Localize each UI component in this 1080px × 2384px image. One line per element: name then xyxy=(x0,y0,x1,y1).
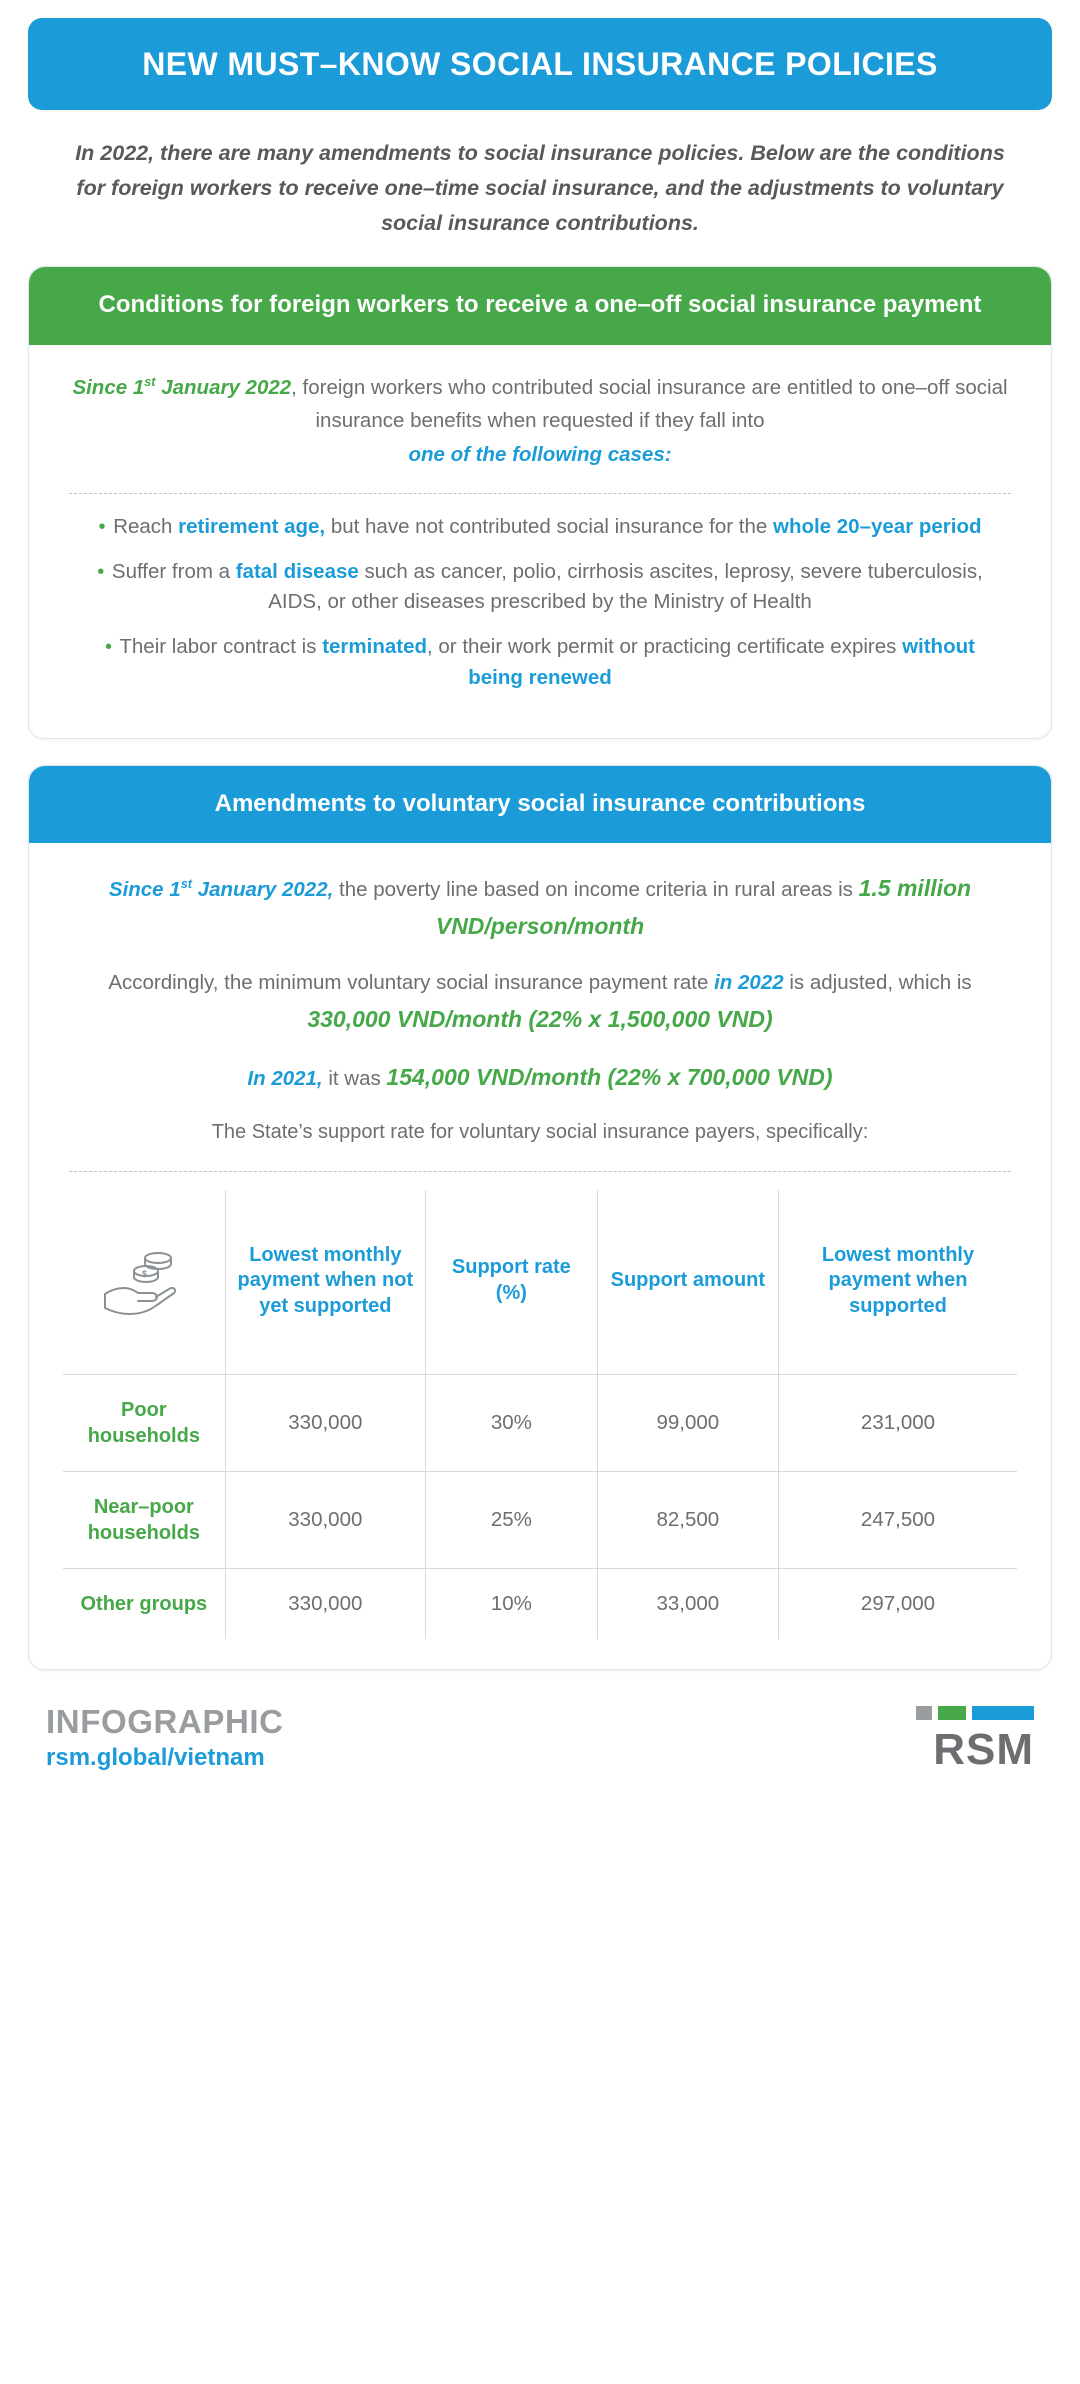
poverty-line-value: 1.5 million VND/person/month xyxy=(435,875,972,940)
poverty-line-date: Since 1st January 2022, xyxy=(108,876,334,902)
page-title: NEW MUST–KNOW SOCIAL INSURANCE POLICIES xyxy=(142,45,938,82)
list-item xyxy=(63,557,1017,619)
logo-bar-blue xyxy=(972,1706,1034,1720)
cell-value: 330,000 xyxy=(225,1569,425,1640)
bullet-1-part-2: retirement age, xyxy=(178,514,326,538)
section-one-card xyxy=(28,266,1052,738)
rsm-logo xyxy=(916,1706,1034,1775)
footer-left xyxy=(46,1704,284,1772)
cell-value: 231,000 xyxy=(778,1375,1017,1472)
title-banner xyxy=(28,18,1052,110)
rsm-logo-bars-icon xyxy=(916,1706,1034,1720)
cell-value: 330,000 xyxy=(225,1472,425,1569)
footer-url[interactable]: rsm.global/vietnam xyxy=(46,1744,265,1772)
logo-bar-green xyxy=(938,1706,966,1720)
infographic-label: INFOGRAPHIC xyxy=(46,1703,284,1741)
intro-text: In 2022, there are many amendments to social insurance policies. Below are the conditions for foreign workers to receive one–time social insurance, and the adjustments to voluntary social insurance contributions. xyxy=(75,141,1005,235)
cell-value: 99,000 xyxy=(597,1375,778,1472)
bullet-1-part-3: but have not contributed social insurance for the xyxy=(325,514,773,538)
bullet-2-part-3: such as cancer, polio, cirrhosis ascites, leprosy, severe tuberculosis, AIDS, or other diseases prescribed by the Ministry of Health xyxy=(268,559,983,614)
section-two-body xyxy=(29,843,1051,1669)
lead-text: , foreign workers who contributed social insurance are entitled to one–off social insurance benefits when requested if they fall into xyxy=(291,376,1008,433)
cell-value: 297,000 xyxy=(860,1592,936,1616)
cell-value: 33,000 xyxy=(597,1569,778,1640)
section-two-card xyxy=(28,765,1052,1671)
cell-value: 82,500 xyxy=(597,1472,778,1569)
rate-2021-value: 154,000 VND/month (22% x 700,000 VND) xyxy=(386,1063,833,1090)
bullet-dot-icon: • xyxy=(98,515,106,538)
bullet-1-part-1: Reach xyxy=(113,514,179,538)
svg-text:$: $ xyxy=(141,1269,147,1280)
cell-value: 10% xyxy=(426,1569,598,1640)
column-header-lowest-supported: Lowest monthly payment when supported xyxy=(778,1190,1017,1375)
rsm-logo-text: RSM xyxy=(933,1725,1034,1775)
bullet-3-part-3: , or their work permit or practicing certificate expires xyxy=(427,635,903,659)
table-row xyxy=(63,1375,1017,1472)
list-item xyxy=(63,512,1017,543)
bullet-3-part-1: Their labor contract is xyxy=(119,635,323,659)
cell-value: 30% xyxy=(426,1375,598,1472)
bullet-3-part-4: without being renewed xyxy=(468,635,975,689)
cell-value: 25% xyxy=(426,1472,598,1569)
divider xyxy=(69,493,1011,494)
column-header-support-amount: Support amount xyxy=(597,1190,778,1375)
section-one-body xyxy=(29,345,1051,737)
paragraph-state-support: The State’s support rate for voluntary social insurance payers, specifically: xyxy=(211,1120,869,1143)
bullet-2-part-1: Suffer from a xyxy=(111,559,236,583)
list-item xyxy=(63,632,1017,694)
paragraph-poverty-line xyxy=(63,869,1017,945)
bullet-1-part-4: whole 20–year period xyxy=(773,514,982,538)
column-header-lowest-not-supported: Lowest monthly payment when not yet supported xyxy=(225,1190,425,1375)
infographic-page xyxy=(0,18,1080,2384)
row-label-near-poor-households: Near–poor households xyxy=(63,1472,225,1569)
row-label-other-groups: Other groups xyxy=(63,1569,225,1640)
paragraph-minimum-rate-2022 xyxy=(63,966,1017,1038)
table-row xyxy=(63,1569,1017,1640)
bullet-dot-icon: • xyxy=(97,560,105,583)
table-row xyxy=(63,1472,1017,1569)
min-rate-text-1: Accordingly, the minimum voluntary social insurance payment rate xyxy=(108,970,715,994)
bullet-3-part-2: terminated xyxy=(322,635,427,659)
cell-value: 330,000 xyxy=(225,1375,425,1472)
rate-2021-text: it was xyxy=(322,1066,387,1090)
logo-bar-gray xyxy=(916,1706,932,1720)
support-rate-table xyxy=(63,1190,1017,1639)
min-rate-value: 330,000 VND/month (22% x 1,500,000 VND) xyxy=(307,1005,773,1032)
conditions-list xyxy=(63,512,1017,694)
bullet-dot-icon: • xyxy=(105,636,113,659)
row-label-poor-households: Poor households xyxy=(63,1375,225,1472)
bullet-2-part-2: fatal disease xyxy=(235,559,359,583)
footer xyxy=(28,1703,1052,1775)
lead-highlight: Since 1st January 2022 xyxy=(72,374,292,400)
min-rate-text-2: is adjusted, which is xyxy=(783,970,972,994)
paragraph-rate-2021 xyxy=(63,1058,1017,1096)
section-one-lead xyxy=(63,371,1017,471)
section-one-header: Conditions for foreign workers to receive a one–off social insurance payment xyxy=(29,267,1051,345)
divider xyxy=(69,1171,1011,1172)
hand-with-coins-icon xyxy=(63,1190,225,1375)
min-rate-year: in 2022 xyxy=(714,970,784,994)
cell-value: 247,500 xyxy=(778,1472,1017,1569)
rate-2021-year: In 2021, xyxy=(247,1066,323,1090)
lead-emphasis: one of the following cases: xyxy=(408,442,672,466)
poverty-line-text: the poverty line based on income criteria in rural areas is xyxy=(333,878,859,902)
column-header-support-rate: Support rate (%) xyxy=(426,1190,598,1375)
section-two-header: Amendments to voluntary social insurance contributions xyxy=(29,766,1051,844)
table-header-row xyxy=(63,1190,1017,1375)
